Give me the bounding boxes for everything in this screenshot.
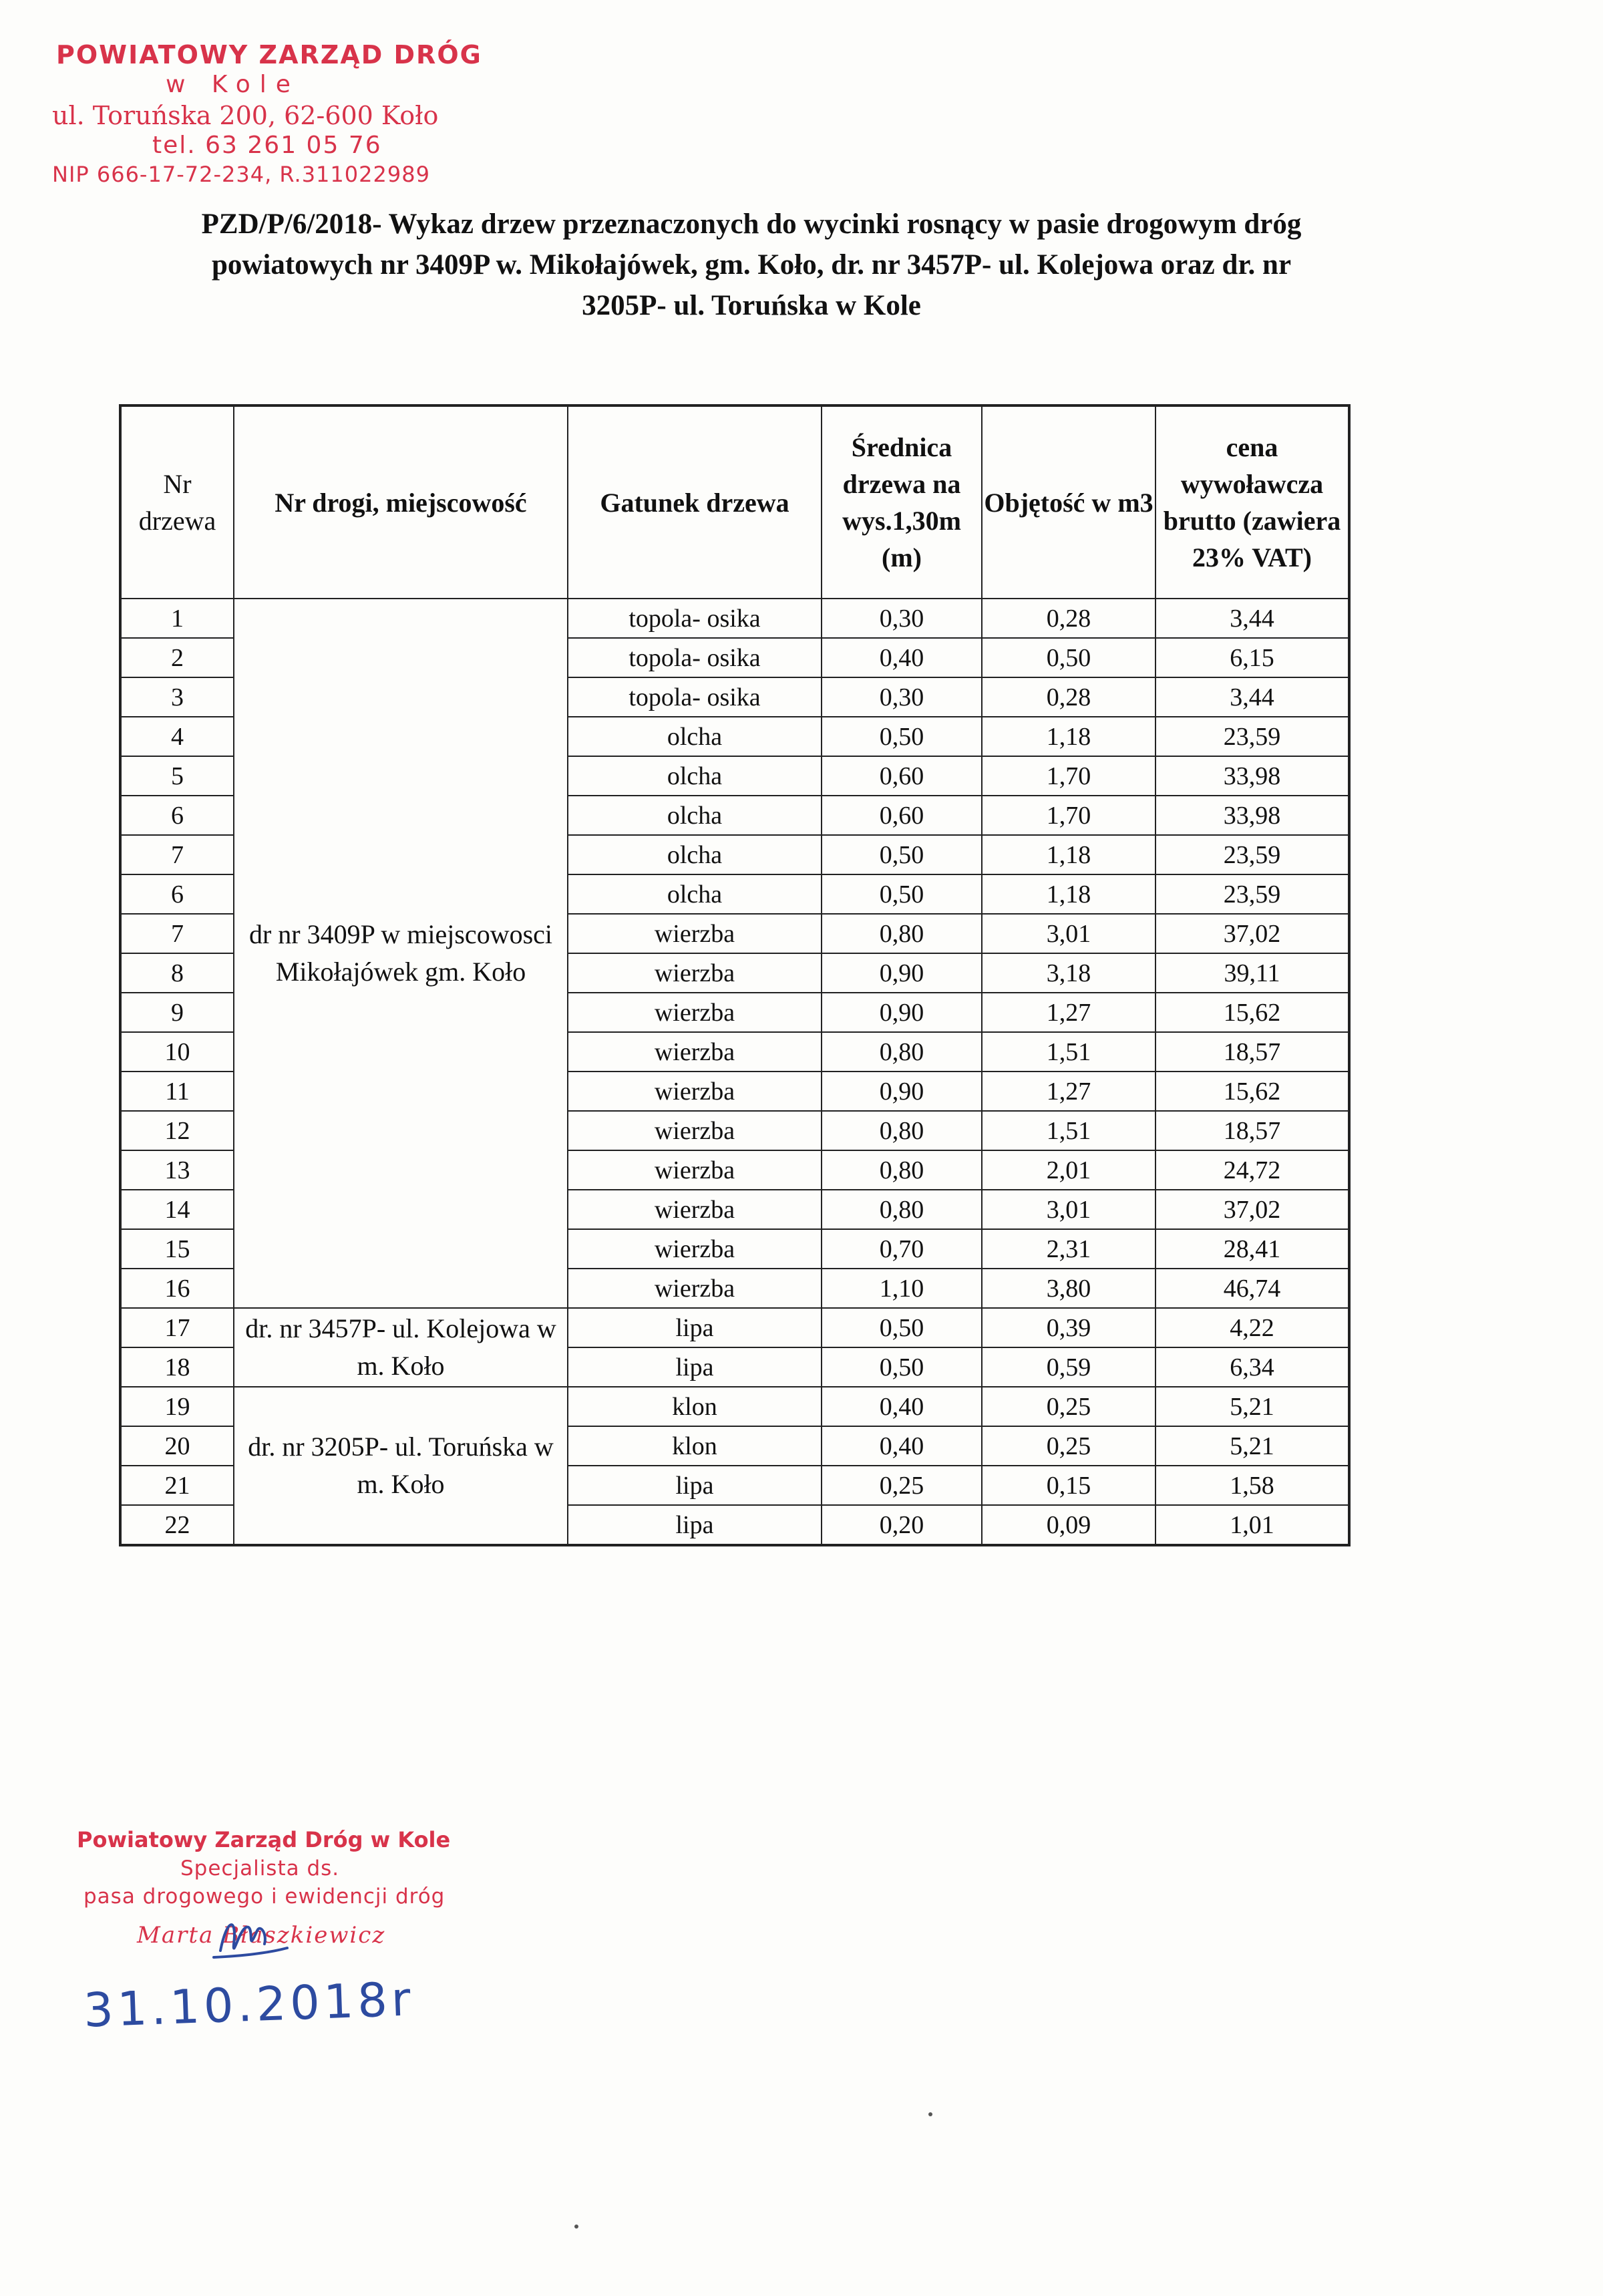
cell-nr: 14 xyxy=(120,1190,234,1229)
header-stamp xyxy=(52,40,520,187)
cell-nr: 2 xyxy=(120,638,234,677)
cell-species: olcha xyxy=(568,835,822,874)
cell-volume: 1,51 xyxy=(982,1111,1155,1150)
cell-volume: 0,15 xyxy=(982,1466,1155,1505)
cell-diameter: 0,60 xyxy=(822,796,982,835)
cell-price: 37,02 xyxy=(1155,1190,1349,1229)
cell-price: 33,98 xyxy=(1155,756,1349,796)
cell-diameter: 0,40 xyxy=(822,1426,982,1466)
cell-volume: 0,25 xyxy=(982,1426,1155,1466)
cell-price: 5,21 xyxy=(1155,1426,1349,1466)
handwritten-date: 31.10.2018r xyxy=(82,1971,415,2038)
title-line-2: powiatowych nr 3409P w. Mikołajówek, gm. Koło, dr. nr 3457P- ul. Kolejowa oraz dr. nr xyxy=(211,249,1292,281)
cell-price: 37,02 xyxy=(1155,914,1349,953)
cell-nr: 13 xyxy=(120,1150,234,1190)
cell-volume: 0,59 xyxy=(982,1347,1155,1387)
cell-volume: 0,09 xyxy=(982,1505,1155,1545)
cell-diameter: 0,60 xyxy=(822,756,982,796)
cell-species: lipa xyxy=(568,1505,822,1545)
footer-department: pasa drogowego i ewidencji dróg xyxy=(83,1884,446,1909)
stamp-phone: tel. 63 261 05 76 xyxy=(152,132,382,159)
cell-road: dr nr 3409P w miejscowosci Mikołajówek gm. Koło xyxy=(234,599,568,1308)
cell-nr: 3 xyxy=(120,677,234,717)
header-road: Nr drogi, miejscowość xyxy=(234,405,568,599)
document-title xyxy=(134,204,1369,326)
cell-price: 28,41 xyxy=(1155,1229,1349,1269)
cell-species: lipa xyxy=(568,1308,822,1347)
cell-diameter: 0,80 xyxy=(822,1032,982,1072)
cell-volume: 3,01 xyxy=(982,1190,1155,1229)
cell-price: 5,21 xyxy=(1155,1387,1349,1426)
cell-species: wierzba xyxy=(568,1072,822,1111)
footer-org-name: Powiatowy Zarząd Dróg w Kole xyxy=(77,1827,451,1852)
cell-price: 1,58 xyxy=(1155,1466,1349,1505)
cell-volume: 1,18 xyxy=(982,874,1155,914)
cell-species: olcha xyxy=(568,756,822,796)
scan-speck xyxy=(574,2225,578,2229)
cell-diameter: 0,50 xyxy=(822,874,982,914)
table-row xyxy=(120,1387,1349,1426)
cell-price: 6,34 xyxy=(1155,1347,1349,1387)
cell-diameter: 0,50 xyxy=(822,1308,982,1347)
title-line-3: 3205P- ul. Toruńska w Kole xyxy=(582,290,921,321)
cell-nr: 7 xyxy=(120,914,234,953)
cell-volume: 1,51 xyxy=(982,1032,1155,1072)
cell-volume: 1,70 xyxy=(982,796,1155,835)
cell-volume: 1,18 xyxy=(982,835,1155,874)
cell-price: 6,15 xyxy=(1155,638,1349,677)
cell-nr: 6 xyxy=(120,796,234,835)
cell-diameter: 0,20 xyxy=(822,1505,982,1545)
cell-road: dr. nr 3205P- ul. Toruńska w m. Koło xyxy=(234,1387,568,1545)
cell-price: 23,59 xyxy=(1155,874,1349,914)
cell-diameter: 0,40 xyxy=(822,638,982,677)
cell-species: wierzba xyxy=(568,1150,822,1190)
cell-species: wierzba xyxy=(568,1190,822,1229)
cell-nr: 1 xyxy=(120,599,234,638)
cell-volume: 3,01 xyxy=(982,914,1155,953)
cell-diameter: 0,50 xyxy=(822,835,982,874)
cell-price: 39,11 xyxy=(1155,953,1349,993)
cell-diameter: 1,10 xyxy=(822,1269,982,1308)
cell-diameter: 0,40 xyxy=(822,1387,982,1426)
header-species: Gatunek drzewa xyxy=(568,405,822,599)
stamp-address: ul. Toruńska 200, 62-600 Koło xyxy=(52,101,439,130)
cell-species: wierzba xyxy=(568,1229,822,1269)
cell-volume: 0,25 xyxy=(982,1387,1155,1426)
cell-volume: 0,28 xyxy=(982,677,1155,717)
cell-diameter: 0,90 xyxy=(822,953,982,993)
cell-nr: 5 xyxy=(120,756,234,796)
cell-diameter: 0,80 xyxy=(822,914,982,953)
cell-species: wierzba xyxy=(568,1269,822,1308)
cell-species: topola- osika xyxy=(568,677,822,717)
header-volume: Objętość w m3 xyxy=(982,405,1155,599)
cell-price: 18,57 xyxy=(1155,1032,1349,1072)
header-nr: Nr drzewa xyxy=(120,405,234,599)
cell-diameter: 0,30 xyxy=(822,599,982,638)
cell-price: 4,22 xyxy=(1155,1308,1349,1347)
cell-volume: 1,18 xyxy=(982,717,1155,756)
stamp-nip: NIP 666-17-72-234, R.311022989 xyxy=(52,162,430,187)
cell-diameter: 0,80 xyxy=(822,1150,982,1190)
cell-nr: 10 xyxy=(120,1032,234,1072)
cell-species: wierzba xyxy=(568,1111,822,1150)
cell-nr: 8 xyxy=(120,953,234,993)
cell-volume: 1,70 xyxy=(982,756,1155,796)
cell-price: 23,59 xyxy=(1155,717,1349,756)
cell-species: topola- osika xyxy=(568,599,822,638)
cell-diameter: 0,70 xyxy=(822,1229,982,1269)
cell-species: olcha xyxy=(568,796,822,835)
cell-road: dr. nr 3457P- ul. Kolejowa w m. Koło xyxy=(234,1308,568,1387)
cell-nr: 16 xyxy=(120,1269,234,1308)
cell-species: klon xyxy=(568,1426,822,1466)
cell-nr: 19 xyxy=(120,1387,234,1426)
stamp-city: w Kole xyxy=(166,71,300,98)
cell-species: olcha xyxy=(568,717,822,756)
cell-diameter: 0,30 xyxy=(822,677,982,717)
cell-diameter: 0,25 xyxy=(822,1466,982,1505)
cell-nr: 22 xyxy=(120,1505,234,1545)
cell-nr: 17 xyxy=(120,1308,234,1347)
cell-volume: 1,27 xyxy=(982,1072,1155,1111)
cell-volume: 0,39 xyxy=(982,1308,1155,1347)
cell-nr: 11 xyxy=(120,1072,234,1111)
cell-price: 33,98 xyxy=(1155,796,1349,835)
cell-species: klon xyxy=(568,1387,822,1426)
signature-icon xyxy=(200,1904,294,1977)
cell-diameter: 0,90 xyxy=(822,993,982,1032)
cell-species: topola- osika xyxy=(568,638,822,677)
table-row xyxy=(120,1308,1349,1347)
cell-price: 24,72 xyxy=(1155,1150,1349,1190)
cell-species: wierzba xyxy=(568,914,822,953)
cell-price: 3,44 xyxy=(1155,677,1349,717)
cell-nr: 18 xyxy=(120,1347,234,1387)
footer-title: Specjalista ds. xyxy=(180,1856,340,1880)
header-diameter: Średnica drzewa na wys.1,30m (m) xyxy=(822,405,982,599)
table-row xyxy=(120,599,1349,638)
cell-nr: 4 xyxy=(120,717,234,756)
cell-price: 3,44 xyxy=(1155,599,1349,638)
cell-volume: 2,31 xyxy=(982,1229,1155,1269)
cell-species: olcha xyxy=(568,874,822,914)
cell-species: wierzba xyxy=(568,1032,822,1072)
cell-diameter: 0,50 xyxy=(822,717,982,756)
cell-nr: 21 xyxy=(120,1466,234,1505)
stamp-org-name: POWIATOWY ZARZĄD DRÓG xyxy=(56,40,482,69)
cell-species: wierzba xyxy=(568,993,822,1032)
cell-nr: 20 xyxy=(120,1426,234,1466)
cell-diameter: 0,80 xyxy=(822,1111,982,1150)
cell-price: 46,74 xyxy=(1155,1269,1349,1308)
cell-nr: 6 xyxy=(120,874,234,914)
cell-species: lipa xyxy=(568,1466,822,1505)
cell-volume: 1,27 xyxy=(982,993,1155,1032)
cell-nr: 15 xyxy=(120,1229,234,1269)
cell-price: 15,62 xyxy=(1155,993,1349,1032)
cell-nr: 7 xyxy=(120,835,234,874)
cell-volume: 0,50 xyxy=(982,638,1155,677)
cell-nr: 12 xyxy=(120,1111,234,1150)
cell-volume: 3,80 xyxy=(982,1269,1155,1308)
trees-table xyxy=(119,404,1351,1546)
cell-volume: 2,01 xyxy=(982,1150,1155,1190)
cell-diameter: 0,90 xyxy=(822,1072,982,1111)
title-line-1: PZD/P/6/2018- Wykaz drzew przeznaczonych do wycinki rosnący w pasie drogowym dróg xyxy=(201,208,1302,240)
cell-volume: 0,28 xyxy=(982,599,1155,638)
table-header-row xyxy=(120,405,1349,599)
cell-price: 23,59 xyxy=(1155,835,1349,874)
cell-diameter: 0,80 xyxy=(822,1190,982,1229)
header-price: cena wywoławcza brutto (zawiera 23% VAT) xyxy=(1155,405,1349,599)
cell-volume: 3,18 xyxy=(982,953,1155,993)
footer-person-name: Marta Błaszkiewicz xyxy=(137,1922,386,1949)
cell-price: 15,62 xyxy=(1155,1072,1349,1111)
cell-price: 18,57 xyxy=(1155,1111,1349,1150)
scan-speck xyxy=(928,2112,932,2116)
cell-price: 1,01 xyxy=(1155,1505,1349,1545)
cell-species: lipa xyxy=(568,1347,822,1387)
cell-diameter: 0,50 xyxy=(822,1347,982,1387)
cell-species: wierzba xyxy=(568,953,822,993)
cell-nr: 9 xyxy=(120,993,234,1032)
